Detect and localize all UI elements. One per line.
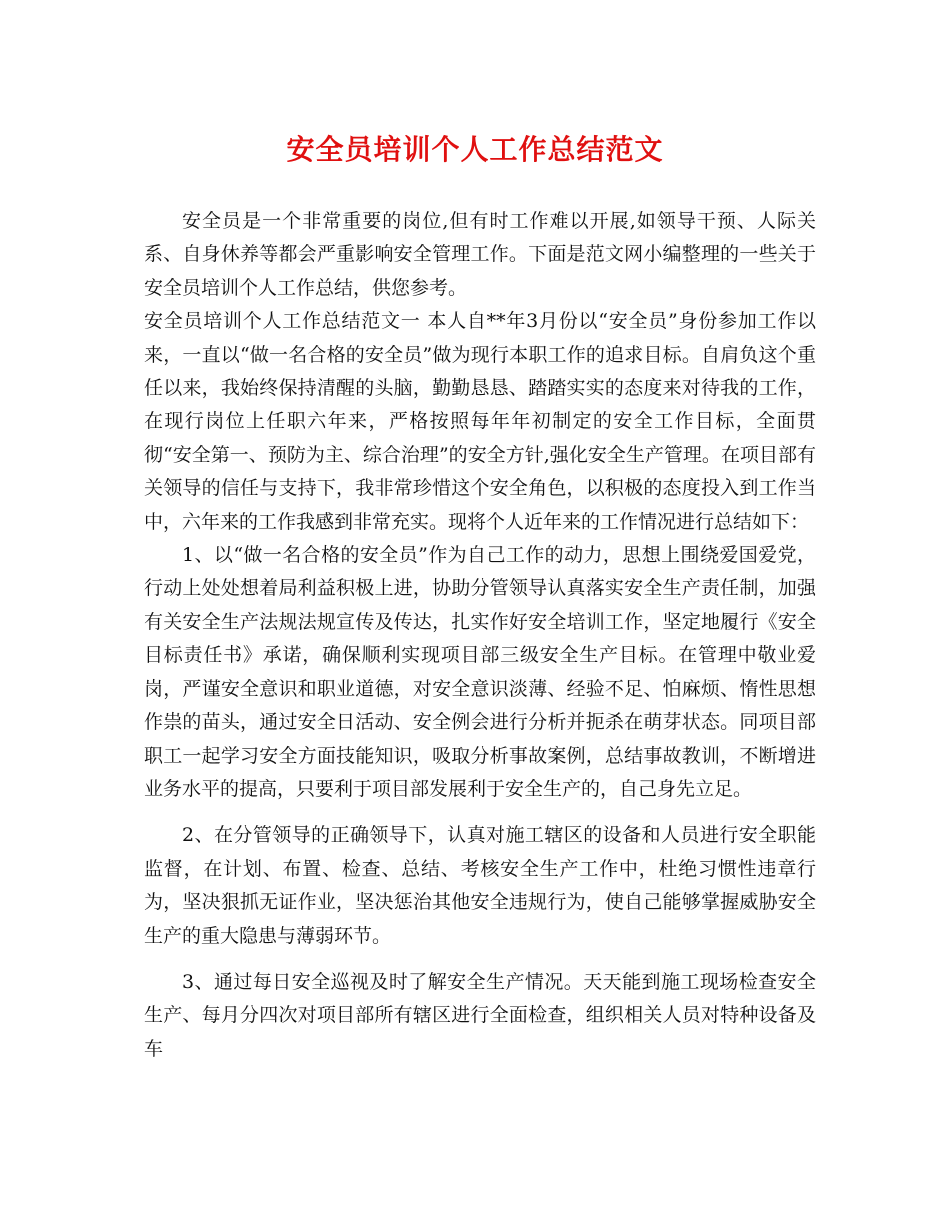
section-intro-text: 本人自**年3月份以“安全员”身份参加工作以来，一直以“做一名合格的安全员”做为现行本职工作的追求目标。自肩负这个重任以来，我始终保持清醒的头脑，勤勤恳恳、踏踏实实的态度来对待我的工作，在现行岗位上任职六年来，严格按照每年年初制定的安全工作目标，全面贯彻“安全第一、预防为主、综合治理”的安全方针,强化安全生产管理。在项目部有关领导的信任与支持下，我非常珍惜这个安全角色，以积极的态度投入到工作当中，六年来的工作我感到非常充实。现将个人近年来的工作情况进行总结如下： (144, 310, 816, 533)
point-1-paragraph: 1、以“做一名合格的安全员”作为自己工作的动力，思想上围绕爱国爱党，行动上处处想着局利益积极上进，协助分管领导认真落实安全生产责任制，加强有关安全生产法规法规宣传及传达，扎实作好安全培训工作，坚定地履行《安全目标责任书》承诺，确保顺利实现项目部三级安全生产目标。在管理中敬业爱岗，严谨安全意识和职业道德，对安全意识淡薄、经验不足、怕麻烦、惰性思想作祟的苗头，通过安全日活动、安全例会进行分析并扼杀在萌芽状态。同项目部职工一起学习安全方面技能知识，吸取分析事故案例，总结事故教训，不断增进业务水平的提高，只要利于项目部发展利于安全生产的，自己身先立足。 (144, 544, 816, 800)
point-2-paragraph: 2、在分管领导的正确领导下，认真对施工辖区的设备和人员进行安全职能监督，在计划、布置、检查、总结、考核安全生产工作中，杜绝习惯性违章行为，坚决狠抓无证作业，坚决惩治其他安全违规行为，使自己能够掌握威胁安全生产的重大隐患与薄弱环节。 (144, 824, 816, 947)
section-paragraph (144, 305, 816, 539)
intro-paragraph: 安全员是一个非常重要的岗位,但有时工作难以开展,如领导干预、人际关系、自身休养等都会严重影响安全管理工作。下面是范文网小编整理的一些关于安全员培训个人工作总结，供您参考。 (144, 210, 816, 299)
point-3-paragraph: 3、通过每日安全巡视及时了解安全生产情况。天天能到施工现场检查安全生产、每月分四次对项目部所有辖区进行全面检查，组织相关人员对特种设备及车 (144, 970, 816, 1060)
document-body (144, 205, 816, 1066)
document-title: 安全员培训个人工作总结范文 (286, 133, 664, 166)
section-heading: 安全员培训个人工作总结范文一 (144, 310, 421, 333)
